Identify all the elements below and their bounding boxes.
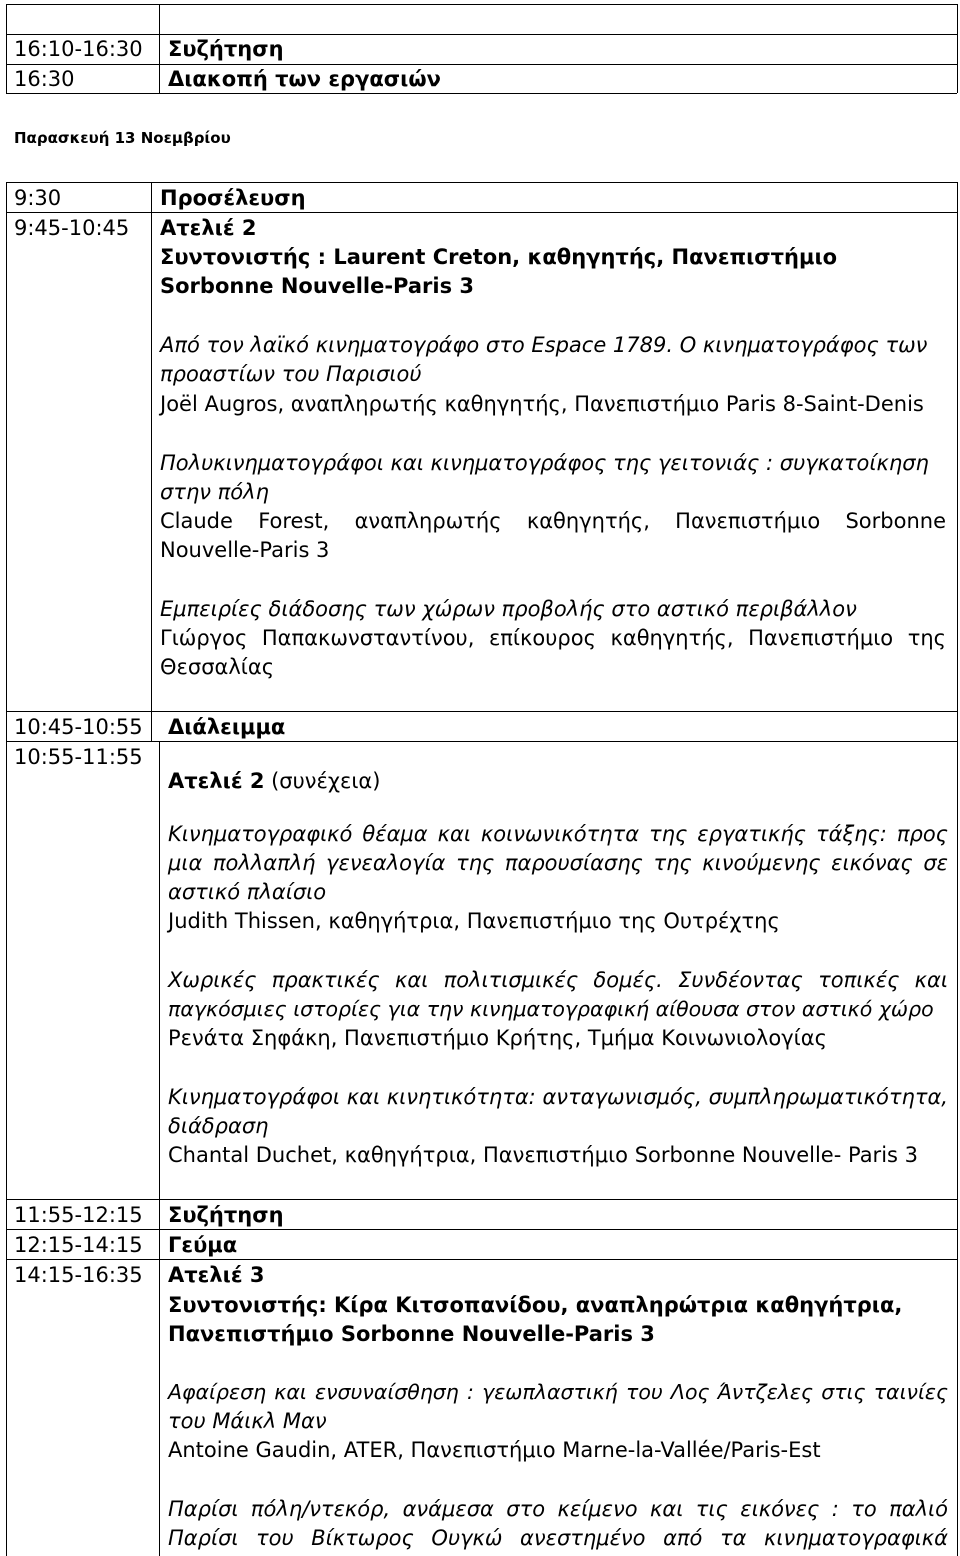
rule [6,1199,957,1200]
talk-title: Αφαίρεση και ενσυναίσθηση : γεωπλαστική του Λος Άντζελες στις ταινίες [168,1380,948,1404]
talk-title: Παρίσι πόλη/ντεκόρ, ανάμεσα στο κείμενο και τις εικόνες : το παλιό [168,1497,948,1521]
time-cell: 16:10-16:30 [14,37,143,61]
rule [6,93,957,94]
talk-title: Από τον λαϊκό κινηματογράφο στο Espace 1789. Ο κινηματογράφος των [160,333,928,357]
rule [6,711,957,712]
rule [957,182,958,1556]
speaker: Γιώργος Παπακωνσταντίνου, επίκουρος καθηγητής, Πανεπιστήμιο της [160,626,946,650]
speaker: Antoine Gaudin, ATER, Πανεπιστήμιο Marne-la-Vallée/Paris-Est [168,1438,821,1462]
workshop-title [168,767,380,795]
workshop-title-bold: Ατελιέ 2 [168,769,265,793]
time-cell: 10:55-11:55 [14,745,143,769]
session-label: Διάλειμμα [168,715,286,739]
rule [6,212,957,213]
time-cell: 16:30 [14,67,75,91]
talk-title: του Μάικλ Μαν [168,1409,327,1433]
rule [6,4,7,93]
session-label: Συζήτηση [168,1203,284,1227]
talk-title: διάδραση [168,1114,269,1138]
moderator-line [168,1291,902,1319]
moderator-line: Sorbonne Nouvelle-Paris 3 [160,274,475,298]
rule [6,4,957,5]
talk-title: Παρίσι του Βίκτωρος Ουγκώ ανεστημένο από τα κινηματογραφικά [168,1526,948,1550]
time-cell: 12:15-14:15 [14,1233,143,1257]
speaker: Judith Thissen, καθηγήτρια, Πανεπιστήμιο της Ουτρέχτης [168,909,780,933]
rule [6,1229,957,1230]
time-cell: 9:30 [14,186,62,210]
rule [159,4,160,93]
rule [151,182,152,741]
moderator-rest: : Κίρα Κιτσοπανίδου, αναπληρώτρια καθηγήτρια, [318,1293,903,1317]
rule [159,741,160,1556]
talk-title: Χωρικές πρακτικές και πολιτισμικές δομές. Συνδέοντας τοπικές και [168,968,948,992]
rule [6,64,957,65]
speaker: Θεσσαλίας [160,655,275,679]
talk-title: Κινηματογραφικό θέαμα και κοινωνικότητα της εργατικής τάξης: προς [168,822,948,846]
rule [6,34,957,35]
talk-title: στην πόλη [160,480,269,504]
moderator-line: Πανεπιστήμιο Sorbonne Nouvelle-Paris 3 [168,1322,655,1346]
workshop-title: Ατελιέ 3 [168,1263,265,1287]
session-label: Γεύμα [168,1233,238,1257]
speaker: Ρενάτα Σηφάκη, Πανεπιστήμιο Κρήτης, Τμήμα Κοινωνιολογίας [168,1026,827,1050]
speaker: Nouvelle-Paris 3 [160,538,330,562]
rule [957,4,958,93]
rule [6,741,957,742]
talk-title: μια πολλαπλή γενεαλογία της παρουσίασης της κινούμενης εικόνας σε [168,851,948,875]
time-cell: 11:55-12:15 [14,1203,143,1227]
rule [6,182,7,1556]
time-cell: 9:45-10:45 [14,216,130,240]
rule [6,182,957,183]
speaker: Chantal Duchet, καθηγήτρια, Πανεπιστήμιο Sorbonne Nouvelle- Paris 3 [168,1143,919,1167]
talk-title: Πολυκινηματογράφοι και κινηματογράφος της γειτονιάς : συγκατοίκηση [160,451,929,475]
day-heading: Παρασκευή 13 Νοεμβρίου [14,129,231,147]
time-cell: 10:45-10:55 [14,715,143,739]
time-cell: 14:15-16:35 [14,1263,143,1287]
talk-title: προαστίων του Παρισιού [160,362,422,386]
session-label: Προσέλευση [160,186,306,210]
session-label: Διακοπή των εργασιών [168,67,441,91]
talk-title: αστικό πλαίσιο [168,880,327,904]
rule [6,1259,957,1260]
speaker: Claude Forest, αναπληρωτής καθηγητής, Πανεπιστήμιο Sorbonne [160,509,946,533]
talk-title: παγκόσμιες ιστορίες για την κινηματογραφική αίθουσα στον αστικό χώρο [168,997,934,1021]
speaker: Joël Augros, αναπληρωτής καθηγητής, Πανεπιστήμιο Paris 8-Saint-Denis [160,392,924,416]
session-label: Συζήτηση [168,37,284,61]
moderator-label: Συντονιστής [168,1293,319,1317]
workshop-title: Ατελιέ 2 [160,216,257,240]
moderator-line: Συντονιστής : Laurent Creton, καθηγητής, Πανεπιστήμιο [160,245,838,269]
talk-title: Εμπειρίες διάδοσης των χώρων προβολής στο αστικό περιβάλλον [160,597,857,621]
workshop-title-rest: (συνέχεια) [264,769,381,793]
talk-title: Κινηματογράφοι και κινητικότητα: ανταγωνισμός, συμπληρωματικότητα, [168,1085,948,1109]
